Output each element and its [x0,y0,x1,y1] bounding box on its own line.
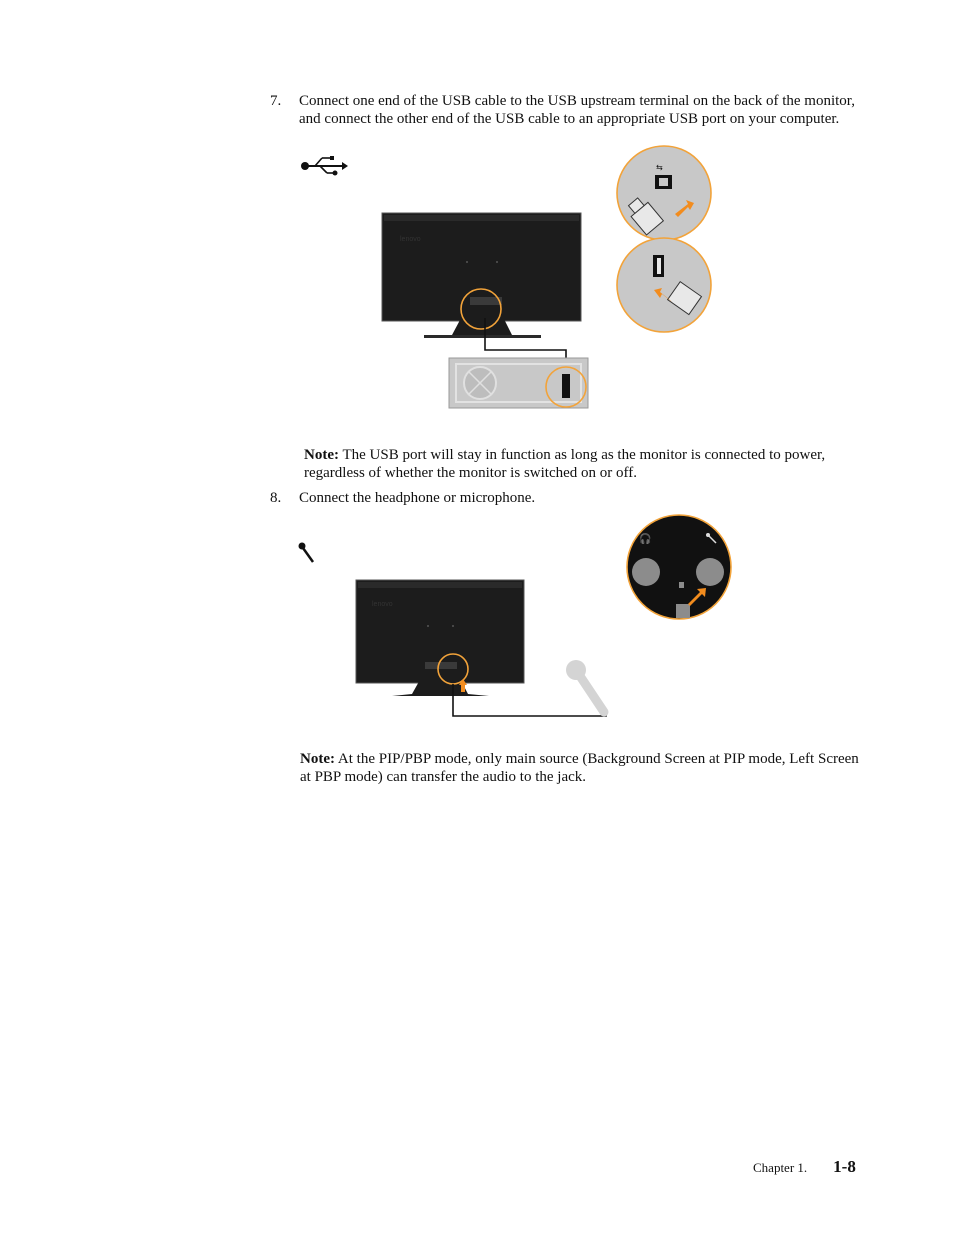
note-text: The USB port will stay in function as long as the monitor is connected to power, regardless of whether the monitor is switched on or off. [304,447,826,481]
note-label: Note: [304,447,339,463]
step-number: 7. [270,93,282,109]
audio-jack-detail [627,515,731,619]
footer-page-number: 1-8 [833,1157,856,1176]
svg-text:⇆: ⇆ [656,163,663,172]
footer-chapter: Chapter 1. [753,1160,808,1175]
headphone-icon: 🎧 [639,534,652,545]
svg-text:lenovo: lenovo [400,236,421,243]
microphone-icon [299,543,314,563]
page-footer [753,1157,856,1177]
monitor-rear-view [356,580,524,696]
note-text: At the PIP/PBP mode, only main source (Background Screen at PIP mode, Left Screen at PBP mode) can transfer the audio to the jack. [300,751,859,785]
step-text: Connect the headphone or microphone. [299,490,536,506]
step-number: 8. [270,490,282,506]
audio-cable [453,684,606,716]
step-text: Connect one end of the USB cable to the USB upstream terminal on the back of the monitor, and connect the other end of the USB cable to an appropriate USB port on your computer. [299,93,855,127]
microphone-illustration [566,660,604,712]
note-audio [300,750,860,786]
note-label: Note: [300,751,335,767]
svg-text:lenovo: lenovo [372,601,393,608]
